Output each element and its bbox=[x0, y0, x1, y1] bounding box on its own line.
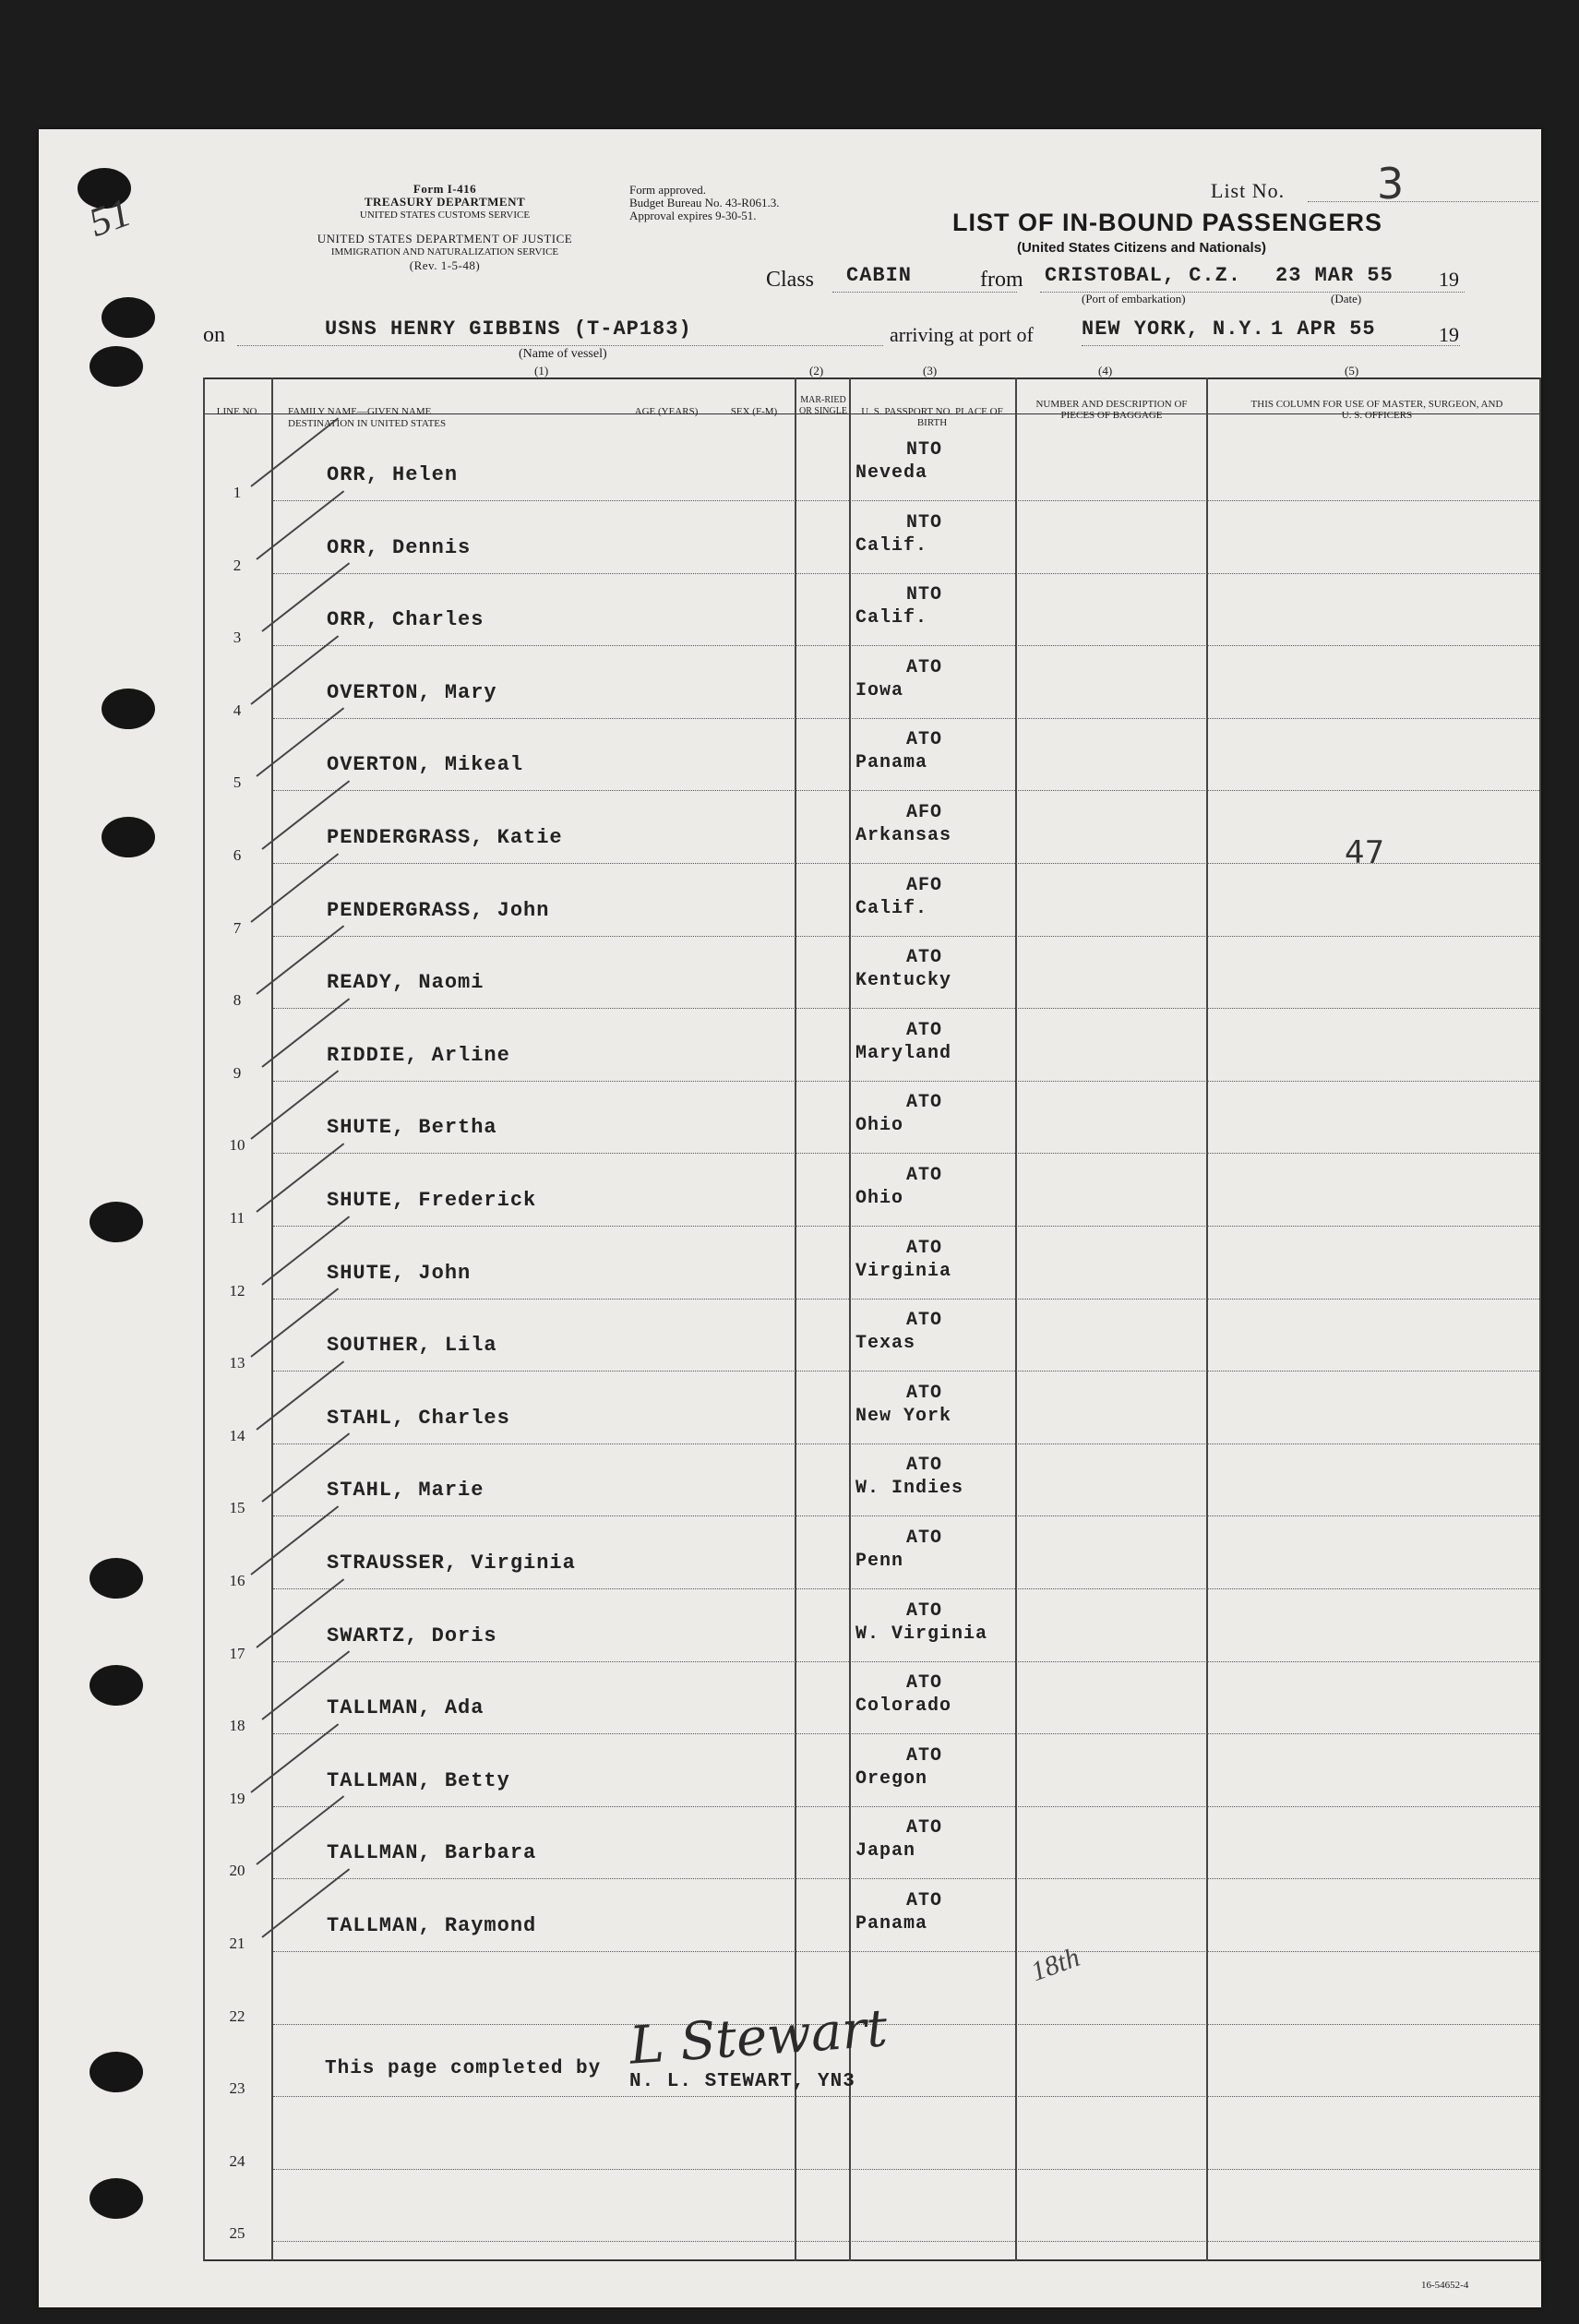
place-of-birth: Penn bbox=[855, 1551, 904, 1572]
row-rule bbox=[273, 1008, 1539, 1009]
col-header-use: THIS COLUMN FOR USE OF MASTER, SURGEON, AND U. S. OFFICERS bbox=[1250, 399, 1503, 421]
passport-code: ATO bbox=[906, 1890, 943, 1911]
passenger-name: OVERTON, Mary bbox=[327, 680, 497, 704]
page-title: LIST OF IN-BOUND PASSENGERS bbox=[952, 209, 1383, 236]
place-of-birth: Japan bbox=[855, 1840, 916, 1863]
line-number: 8 bbox=[233, 991, 242, 1010]
row-rule bbox=[273, 573, 1539, 574]
passenger-name: SOUTHER, Lila bbox=[327, 1334, 497, 1358]
place-of-birth: Ohio bbox=[855, 1115, 904, 1137]
passenger-name: RIDDIE, Arline bbox=[327, 1043, 510, 1067]
class-label: Class bbox=[766, 268, 815, 292]
arriving-label: arriving at port of bbox=[890, 323, 1034, 346]
place-of-birth: Arkansas bbox=[855, 825, 952, 846]
passport-code: ATO bbox=[906, 1817, 943, 1839]
row-rule bbox=[273, 2169, 1539, 2170]
punch-hole bbox=[102, 689, 155, 729]
completed-label: This page completed by bbox=[325, 2058, 602, 2079]
line-number: 21 bbox=[229, 1935, 245, 1952]
passenger-name: ORR, Charles bbox=[327, 608, 484, 632]
passenger-name: STAHL, Marie bbox=[327, 1479, 484, 1503]
approval-2: Budget Bureau No. 43-R061.3. bbox=[629, 196, 780, 210]
place-of-birth: Maryland bbox=[855, 1042, 952, 1064]
passport-code: ATO bbox=[906, 1672, 943, 1695]
col-num-3: (3) bbox=[923, 364, 938, 377]
place-of-birth: Iowa bbox=[855, 679, 904, 701]
passport-code: ATO bbox=[906, 1527, 943, 1549]
place-of-birth: Panama bbox=[855, 1913, 928, 1935]
approval-1: Form approved. bbox=[629, 183, 707, 197]
passport-code: AFO bbox=[906, 874, 943, 896]
place-of-birth: Texas bbox=[855, 1333, 916, 1355]
arrival-date: 1 APR 55 bbox=[1271, 317, 1376, 341]
row-rule bbox=[273, 2096, 1539, 2097]
passport-code: ATO bbox=[906, 1092, 943, 1114]
place-of-birth: Calif. bbox=[855, 607, 928, 629]
row-rule bbox=[273, 936, 1539, 937]
row-rule bbox=[273, 1371, 1539, 1372]
line-number: 2 bbox=[233, 556, 242, 574]
passport-code: ATO bbox=[906, 1744, 943, 1767]
row-rule bbox=[273, 2241, 1539, 2242]
row-rule bbox=[273, 1806, 1539, 1807]
line-number: 18 bbox=[229, 1717, 245, 1735]
passenger-name: TALLMAN, Barbara bbox=[327, 1841, 537, 1865]
place-of-birth: Panama bbox=[855, 752, 928, 774]
embarkation-date: 23 MAR 55 bbox=[1275, 264, 1394, 287]
signature: L Stewart bbox=[628, 1998, 890, 2077]
line-number: 10 bbox=[229, 1136, 245, 1155]
passenger-name: SHUTE, Frederick bbox=[327, 1189, 537, 1212]
row-rule bbox=[273, 1081, 1539, 1082]
line-number: 24 bbox=[229, 2151, 245, 2170]
place-of-birth: Colorado bbox=[855, 1695, 952, 1718]
col-num-1: (1) bbox=[534, 364, 549, 377]
customs-service: UNITED STATES CUSTOMS SERVICE bbox=[359, 210, 531, 221]
punch-hole bbox=[102, 297, 155, 338]
col-header-passport: U. S. PASSPORT NO. PLACE OF BIRTH bbox=[861, 406, 1003, 428]
passport-code: ATO bbox=[906, 1165, 943, 1186]
line-number: 11 bbox=[229, 1209, 245, 1227]
passport-code: NTO bbox=[906, 584, 943, 606]
line-number: 7 bbox=[233, 918, 242, 937]
place-of-birth: Oregon bbox=[855, 1767, 928, 1790]
handwritten-note: 18th bbox=[1026, 1941, 1084, 1988]
place-of-birth: W. Virginia bbox=[855, 1623, 988, 1645]
vessel-caption: (Name of vessel) bbox=[519, 347, 607, 361]
date-caption: (Date) bbox=[1331, 292, 1362, 305]
col-num-5: (5) bbox=[1345, 364, 1359, 377]
passenger-name: STAHL, Charles bbox=[327, 1406, 510, 1430]
passport-code: ATO bbox=[906, 1237, 943, 1259]
col-header-married: MAR-RIED OR SINGLE bbox=[799, 395, 847, 416]
passport-code: ATO bbox=[906, 947, 943, 969]
passenger-name: STRAUSSER, Virginia bbox=[327, 1551, 576, 1575]
place-of-birth: W. Indies bbox=[855, 1478, 964, 1500]
place-of-birth: Calif. bbox=[855, 534, 928, 557]
place-of-birth: Ohio bbox=[855, 1188, 904, 1209]
place-of-birth: Kentucky bbox=[855, 970, 952, 992]
line-number: 12 bbox=[229, 1281, 245, 1300]
line-number: 19 bbox=[229, 1789, 245, 1807]
passenger-name: SHUTE, John bbox=[327, 1261, 472, 1285]
place-of-birth: Neveda bbox=[855, 462, 928, 484]
row-rule bbox=[273, 718, 1539, 719]
passport-code: ATO bbox=[906, 1599, 943, 1622]
passenger-name: READY, Naomi bbox=[327, 971, 484, 995]
embarkation-port: CRISTOBAL, C.Z. bbox=[1045, 264, 1242, 287]
line-number: 3 bbox=[233, 629, 242, 647]
col-header-baggage: NUMBER AND DESCRIPTION OF PIECES OF BAGGAGE bbox=[1035, 399, 1188, 421]
line-number: 1 bbox=[233, 484, 242, 501]
col-header-sex: SEX (F-M) bbox=[730, 406, 778, 417]
passport-code: ATO bbox=[906, 1310, 943, 1332]
passenger-name: PENDERGRASS, John bbox=[327, 898, 550, 922]
line-number: 15 bbox=[229, 1499, 245, 1517]
punch-hole bbox=[90, 346, 143, 387]
ins-service: IMMIGRATION AND NATURALIZATION SERVICE bbox=[330, 246, 559, 258]
passport-code: ATO bbox=[906, 656, 943, 678]
punch-hole bbox=[90, 2178, 143, 2219]
row-rule bbox=[273, 1153, 1539, 1154]
row-rule bbox=[273, 1226, 1539, 1227]
completed-by: N. L. STEWART, YN3 bbox=[629, 2071, 855, 2092]
row-rule bbox=[273, 645, 1539, 646]
passenger-name: SHUTE, Bertha bbox=[327, 1116, 497, 1140]
row-rule bbox=[273, 1299, 1539, 1300]
passport-code: ATO bbox=[906, 1019, 943, 1041]
approval-3: Approval expires 9-30-51. bbox=[629, 209, 757, 222]
punch-hole bbox=[90, 1558, 143, 1599]
passenger-name: ORR, Dennis bbox=[327, 535, 472, 559]
margin-mark: 51 bbox=[82, 188, 138, 246]
officer-annotation: 47 bbox=[1345, 834, 1385, 871]
justice-dept: UNITED STATES DEPARTMENT OF JUSTICE bbox=[317, 232, 573, 246]
passenger-name: PENDERGRASS, Katie bbox=[327, 826, 563, 849]
port-caption: (Port of embarkation) bbox=[1082, 292, 1186, 305]
class-value: CABIN bbox=[846, 264, 913, 287]
row-rule bbox=[273, 1661, 1539, 1662]
line-number: 14 bbox=[229, 1426, 245, 1444]
col-header-destination: DESTINATION IN UNITED STATES bbox=[288, 418, 447, 429]
punch-hole bbox=[90, 2052, 143, 2092]
footer-code: 16-54652-4 bbox=[1421, 2280, 1469, 2291]
place-of-birth: Calif. bbox=[855, 897, 928, 919]
line-number: 17 bbox=[229, 1644, 245, 1662]
row-rule bbox=[273, 790, 1539, 791]
line-number: 9 bbox=[233, 1063, 242, 1082]
revision: (Rev. 1-5-48) bbox=[409, 258, 481, 272]
list-no-value: 3 bbox=[1377, 159, 1405, 209]
page-subtitle: (United States Citizens and Nationals) bbox=[1016, 240, 1267, 256]
treasury-dept: TREASURY DEPARTMENT bbox=[364, 195, 526, 209]
passenger-name: TALLMAN, Betty bbox=[327, 1768, 510, 1792]
line-number: 25 bbox=[229, 2224, 245, 2243]
passport-code: ATO bbox=[906, 1455, 943, 1477]
row-rule bbox=[273, 500, 1539, 501]
from-label: from bbox=[980, 268, 1023, 292]
line-number: 20 bbox=[229, 1862, 245, 1880]
passport-code: NTO bbox=[906, 439, 943, 461]
passport-code: ATO bbox=[906, 1382, 943, 1404]
row-rule bbox=[273, 1878, 1539, 1879]
line-number: 13 bbox=[229, 1354, 245, 1372]
passenger-name: SWARTZ, Doris bbox=[327, 1623, 497, 1647]
line-number: 23 bbox=[229, 2079, 245, 2098]
line-number: 5 bbox=[233, 773, 242, 792]
row-rule bbox=[273, 1515, 1539, 1516]
punch-hole bbox=[90, 1202, 143, 1242]
place-of-birth: Virginia bbox=[855, 1260, 952, 1282]
line-number: 22 bbox=[229, 2007, 245, 2025]
vessel-name: USNS HENRY GIBBINS (T-AP183) bbox=[325, 317, 692, 341]
passport-code: NTO bbox=[906, 511, 943, 533]
line-number: 6 bbox=[233, 846, 242, 864]
year-prefix-2: 19 bbox=[1439, 323, 1459, 346]
col-header-age: AGE (YEARS) bbox=[634, 406, 699, 417]
row-rule bbox=[273, 1951, 1539, 1952]
form-number: Form I-416 bbox=[413, 182, 477, 196]
manifest-page bbox=[39, 129, 1541, 2307]
on-label: on bbox=[203, 323, 225, 347]
arrival-port: NEW YORK, N.Y. bbox=[1082, 317, 1265, 341]
year-prefix-1: 19 bbox=[1439, 268, 1459, 291]
place-of-birth: New York bbox=[855, 1405, 952, 1427]
row-rule bbox=[273, 1733, 1539, 1734]
col-header-line-no: LINE NO. bbox=[216, 406, 260, 417]
col-num-4: (4) bbox=[1098, 364, 1113, 377]
line-number: 16 bbox=[229, 1572, 245, 1589]
punch-hole bbox=[90, 1665, 143, 1706]
passenger-name: OVERTON, Mikeal bbox=[327, 753, 524, 777]
passport-code: ATO bbox=[906, 729, 943, 751]
col-header-name: FAMILY NAME—GIVEN NAME bbox=[288, 406, 432, 417]
row-rule bbox=[273, 2024, 1539, 2025]
punch-hole bbox=[102, 817, 155, 857]
col-num-2: (2) bbox=[809, 364, 824, 377]
row-rule bbox=[273, 1588, 1539, 1589]
passenger-name: ORR, Helen bbox=[327, 463, 459, 486]
passenger-name: TALLMAN, Ada bbox=[327, 1696, 484, 1720]
list-no-label: List No. bbox=[1211, 179, 1286, 202]
passport-code: AFO bbox=[906, 802, 943, 823]
line-number: 4 bbox=[233, 701, 242, 719]
passenger-name: TALLMAN, Raymond bbox=[327, 1914, 537, 1937]
